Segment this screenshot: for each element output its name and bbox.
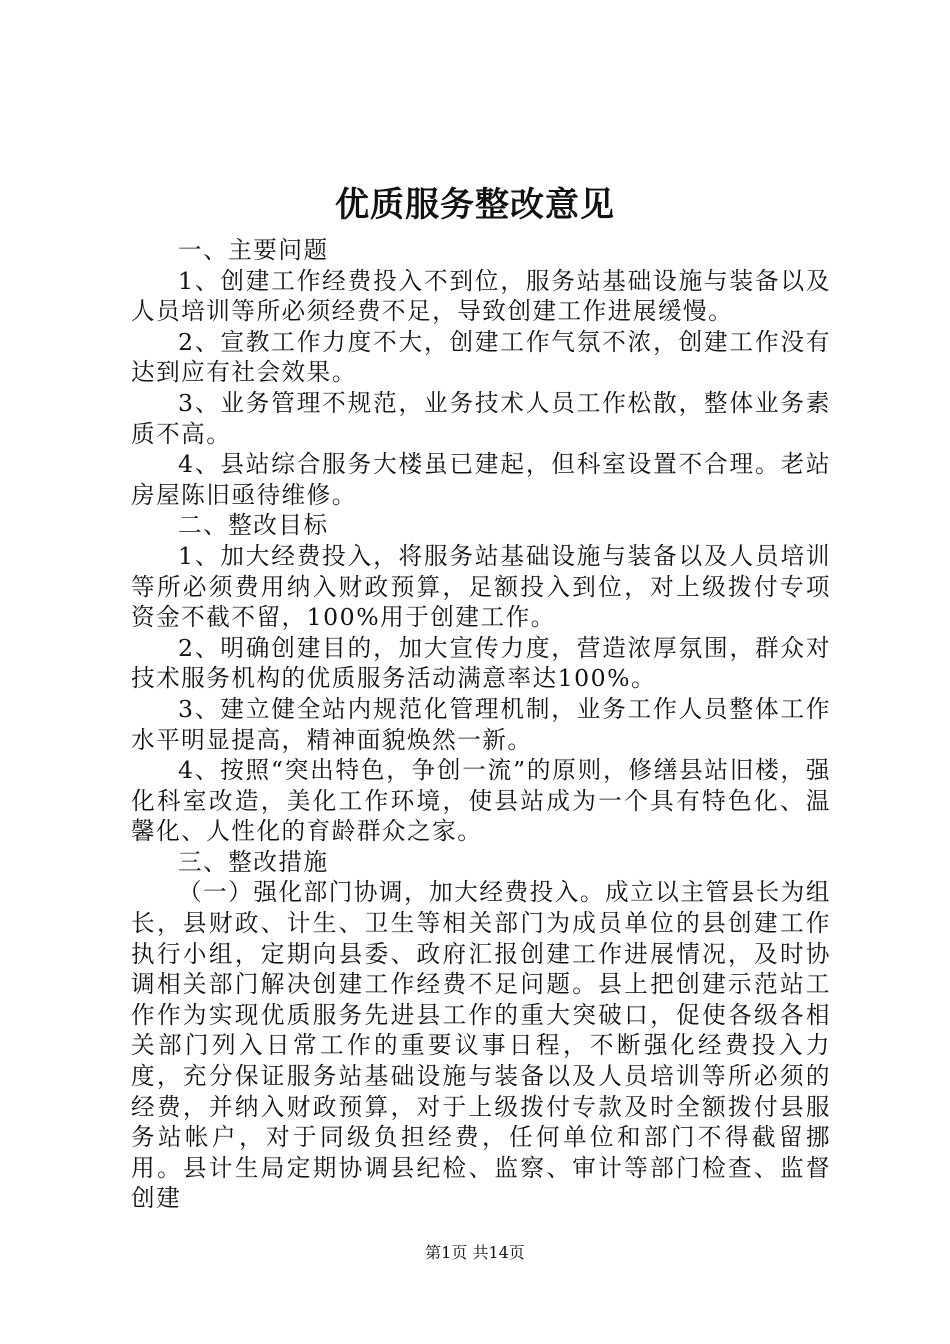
paragraph-goal-2: 2、明确创建目的，加大宣传力度，营造浓厚氛围，群众对技术服务机构的优质服务活动满意率达100%。 (131, 633, 831, 693)
section-heading-measures: 三、整改措施 (178, 847, 329, 876)
paragraph-problem-1: 1、创建工作经费投入不到位，服务站基础设施与装备以及人员培训等所必须经费不足，导致创建工作进展缓慢。 (131, 266, 831, 326)
paragraph-goal-1: 1、加大经费投入，将服务站基础设施与装备以及人员培训等所必须费用纳入财政预算，足额投入到位，对上级拨付专项资金不截不留，100%用于创建工作。 (131, 541, 831, 632)
document-body (131, 235, 831, 1214)
paragraph-measure-1: （一）强化部门协调，加大经费投入。成立以主管县长为组长，县财政、计生、卫生等相关部门为成员单位的县创建工作执行小组，定期向县委、政府汇报创建工作进展情况，及时协调相关部门解决创建工作经费不足问题。县上把创建示范站工作作为实现优质服务先进县工作的重大突破口，促使各级各相关部门列入日常工作的重要议事日程，不断强化经费投入力度，充分保证服务站基础设施与装备以及人员培训等所必须的经费，并纳入财政预算，对于上级拨付专款及时全额拨付县服务站帐户，对于同级负担经费，任何单位和部门不得截留挪用。县计生局定期协调县纪检、监察、审计等部门检查、监督创建 (131, 878, 831, 1213)
section-heading-goals: 二、整改目标 (178, 511, 329, 540)
paragraph-problem-3: 3、业务管理不规范，业务技术人员工作松散，整体业务素质不高。 (131, 388, 831, 448)
paragraph-goal-4: 4、按照“突出特色，争创一流”的原则，修缮县站旧楼，强化科室改造，美化工作环境，使县站成为一个具有特色化、温馨化、人性化的育龄群众之家。 (131, 756, 831, 846)
section-heading-problems: 一、主要问题 (178, 236, 329, 264)
paragraph-goal-3: 3、建立健全站内规范化管理机制，业务工作人员整体工作水平明显提高，精神面貌焕然一新。 (131, 694, 831, 754)
page-footer: 第1页 共14页 (425, 1243, 525, 1262)
paragraph-problem-2: 2、宣教工作力度不大，创建工作气氛不浓，创建工作没有达到应有社会效果。 (131, 327, 831, 387)
paragraph-problem-4: 4、县站综合服务大楼虽已建起，但科室设置不合理。老站房屋陈旧亟待维修。 (131, 450, 831, 509)
document-title: 优质服务整改意见 (335, 185, 615, 225)
